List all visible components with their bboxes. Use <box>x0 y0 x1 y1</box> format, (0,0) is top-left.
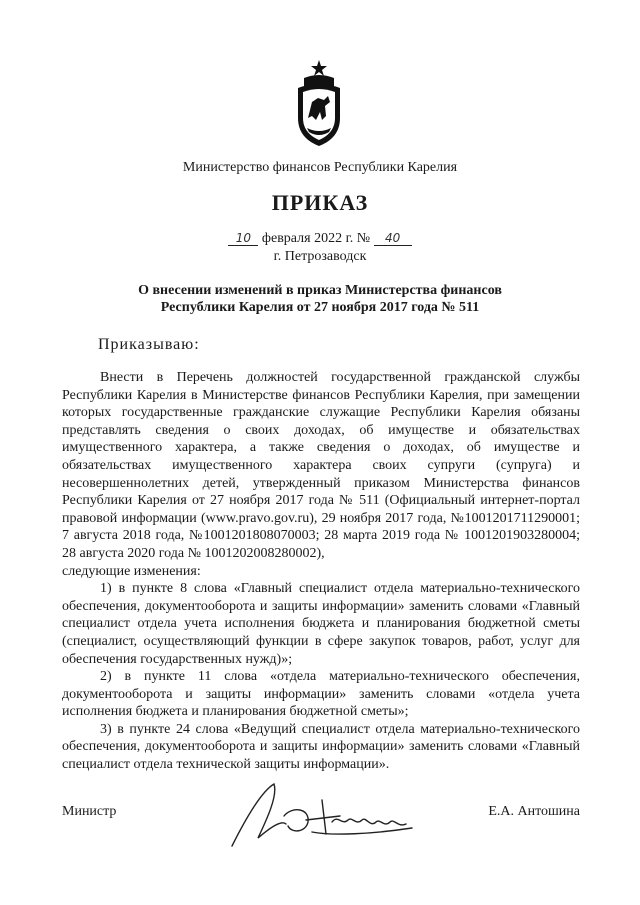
order-body <box>62 369 580 774</box>
body-lead: следующие изменения: <box>62 563 201 579</box>
order-subject: О внесении изменений в приказ Министерства финансов Республики Карелия от 27 ноября 2017 года № 511 <box>138 283 502 315</box>
order-number: 40 <box>374 231 412 246</box>
order-word: Приказываю: <box>98 336 200 353</box>
list-item: 3) в пункте 24 слова «Ведущий специалист отдела материально-технического обеспечения, документооборота и защиты информации» заменить словами «Главный специалист отдела технической защиты информации». <box>62 721 580 773</box>
signatory-position: Министр <box>62 804 117 819</box>
handwritten-signature <box>222 776 442 856</box>
ministry-name: Министерство финансов Республики Карелия <box>182 160 458 175</box>
body-intro: Внести в Перечень должностей государственной гражданской службы Республики Карелия в Министерстве финансов Республики Карелия, при замещении которых государственные гражданские служащие Республики Карелия обязаны представлять сведения о своих доходах, об имуществе и обязательствах имущественного характера, а также сведения о доходах, об имуществе и обязательствах имущественного характера своих супруги (супруга) и несовершеннолетних детей, утвержденный приказом Министерства финансов Республики Карелия от 27 ноября 2017 года № 511 (Официальный интернет-портал правовой информации (www.pravo.gov.ru), 29 ноября 2017 года, №1001201711290001; 7 августа 2018 года, №1001201808070003; 28 марта 2019 года № 1001201903280004; 28 августа 2020 года № 1001202008280002), <box>62 370 580 561</box>
document-type-title: ПРИКАЗ <box>271 190 369 215</box>
list-item: 1) в пункте 8 слова «Главный специалист отдела материально-технического обеспечения, документооборота и защиты информации» заменить словами «Главный специалист отдела учета исполнения бюджета и планирования бюджетной сметы (специалист, осуществляющий функции в сфере закупок товаров, работ, услуг для обеспечения государственных нужд)»; <box>62 581 580 667</box>
date-month-year: февраля 2022 г. № <box>261 231 371 246</box>
list-item: 2) в пункте 11 слова «отдела материально-технического обеспечения, документооборота и защиты информации» заменить словами «отдела учета исполнения бюджета и планирования бюджетной сметы»; <box>62 669 580 720</box>
karelia-coat-of-arms-icon <box>294 58 344 148</box>
signatory-name: Е.А. Антошина <box>488 804 580 819</box>
city: г. Петрозаводск <box>273 249 367 264</box>
date-day: 10 <box>228 231 258 246</box>
date-line <box>0 231 640 247</box>
